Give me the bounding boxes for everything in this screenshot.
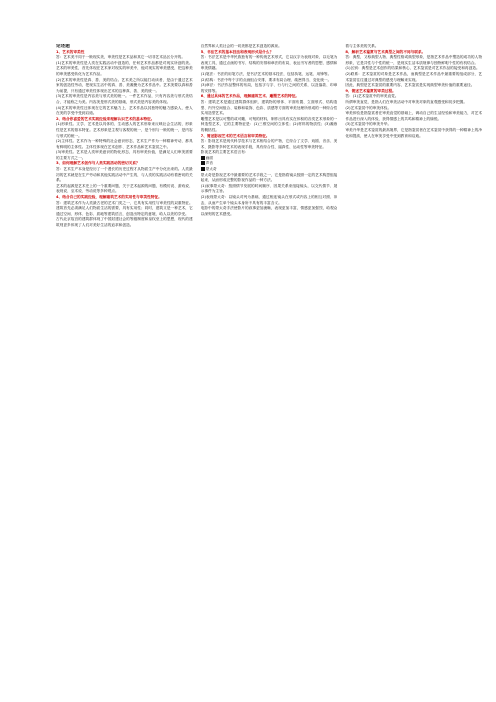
paragraph [56, 78, 193, 95]
column-left [56, 44, 193, 672]
block-text: 电影中的蒙太奇手法使影片的叙事更加流畅，表现更加丰富，情感更加强烈，给观众以深刻的艺术感受。 [200, 206, 338, 216]
block-text: (2)结构：书法中每个字的点画组合安排，要求布局合理、疏密得当、变化统一。 [200, 77, 332, 82]
paragraph [201, 83, 338, 94]
block-text: 7、简述影视艺术的艺术语言和审美特征。 [200, 133, 270, 138]
paragraph [345, 55, 482, 66]
block-text: (3)艺术鉴赏中的审美升华。 [345, 122, 392, 127]
block-text: 审美升华是艺术鉴赏的最高境界，它是指鉴赏者在艺术鉴赏中获得的一种精神上的净化和提高，使人在审美享受中受到教育和启迪。 [345, 127, 483, 138]
bullet-icon [201, 156, 205, 160]
block-text: 答：(1)艺术鉴赏中的审美直觉。 [345, 94, 399, 99]
block-text: 古代北京故宫的建筑群体现了中国封建社会的等级制度和皇权至上的思想，现代的建筑则更多体现了人们对美好生活的追求和创造。 [56, 217, 193, 227]
block-text: 答：书法艺术是中华民族独有的一种传统艺术形式，它以汉字为表现对象，以毛笔为表现工具，通过点画的书写、结构的安排和章法的布局，表达书写者的思想、感情和审美情趣。 [200, 55, 338, 71]
paragraph [56, 201, 193, 218]
block-text: 所谓审美直觉，是指人们在审美活动中对审美对象的直观感受和初步把握。 [345, 99, 468, 104]
block-text: (1)区别：典型是艺术创作的结果和核心，艺术鉴赏是对艺术作品的接受和再创造。 [345, 66, 480, 71]
column-right [345, 44, 482, 672]
paragraph [56, 139, 193, 150]
block-text: 3、如何理解艺术创作与人类实践活动的密切关系？ [56, 161, 140, 166]
block-text: 蒙太奇是影视艺术中最重要的艺术手段之一，它是指将镜头按照一定的艺术构思组接起来，从而形成完整的影视作品的一种方法。 [200, 172, 338, 183]
block-text: 9、简述艺术鉴赏的审美过程。 [345, 88, 396, 93]
bullet-icon [201, 161, 205, 165]
block-text: 答：影视艺术是现代科学技术与艺术相结合的产物，它综合了文学、戏剧、音乐、美术、摄影等多种艺术的表现手段，具有综合性、逼真性、运动性等审美特征。 [200, 139, 338, 149]
block-text: 答：艺术生产本身是经历了一个漫长的历史过程才从物质生产中分化出来的。人类最初的艺术就是在生产劳动和其他实践活动中产生的，与人类的实践活动有着密切的关系。 [56, 167, 193, 183]
block-text: (3)艺术的审美性是内容美与形式美的统一。一件艺术作品，只有内容美与形式美结合，才能称之为美。内容美是形式美的基础，形式美是内容美的体现。 [56, 94, 193, 104]
paragraph [56, 106, 193, 117]
block-text: (3)审美性。艺术是人类审美意识的物化形态，具有审美价值，是满足人们审美需要的主要方式之一。 [56, 150, 193, 160]
block-text: (1)笔法：书法的用笔方法，是书法艺术的基本技法，包括执笔、运笔、用锋等。 [200, 71, 332, 76]
column-middle [201, 44, 338, 672]
block-text: 艺术的起源是艺术史上的一个重要问题，关于艺术起源的问题，有模仿说、游戏说、表现说、巫术说、劳动说等多种观点。 [56, 183, 193, 194]
paragraph [56, 122, 193, 139]
paragraph [56, 61, 193, 78]
block-text: 答：典型，又称典型人物、典型性格或典型形象，是指艺术作品中塑造的成功的人物形象，它是共性与个性的统一，是现实生活本质规律与独特鲜明个性的有机结合。 [345, 55, 483, 65]
block-text: 审美体验是指鉴赏者在审美直觉的基础上，调动自己的生活经验和审美能力，对艺术作品进行深入的体验，获得情感上的共鸣和精神上的愉悦。 [345, 111, 483, 121]
block-text: (2)艺术的审美性是真、善、美的结合。艺术美之所以能打动读者，是由于通过艺术家的创造性劳动，把现实生活中的真、善、美凝聚为艺术作品中。艺术美要以真和善为前提，只有通过审美性体现出艺术的这种真、善、美的统一。 [56, 77, 193, 93]
paragraph [201, 195, 338, 206]
block-text: 4、结合自己的实践经验，理解建筑艺术的实用性与审美性特征。 [56, 195, 162, 200]
block-text: 8、解析艺术鉴赏与艺术典型之间的不同与联系。 [345, 49, 426, 54]
paragraph [201, 173, 338, 184]
paragraph [56, 184, 193, 195]
block-text: (1)艺术的审美性是人类在实践活动中创造的，任何艺术作品都是对现实所创的美。艺术的审美性，首先体现在艺术家对现实的审美中，他对现实的审美感受，把这种美的审美感受转化为艺术作品。 [56, 60, 193, 76]
block-text: 雕塑艺术是以可塑的或可雕、可刻的材料，制作出具有实在体积的各类艺术形象的一种造型艺术，它的主要特征是：(1)三维空间的立体性；(2)材料的物质性；(3)凝练的概括性。 [200, 116, 338, 132]
paragraph [201, 117, 338, 134]
block-text: 画面 [205, 155, 214, 160]
paragraph [201, 100, 338, 117]
block-text: 声音 [205, 161, 214, 166]
block-text: 6、通过具体的艺术作品，理解建筑艺术、雕塑艺术的特征。 [200, 94, 300, 99]
paragraph [201, 55, 338, 72]
block-text: 影视艺术的主要艺术语言有： [200, 150, 249, 155]
paragraph [345, 128, 482, 139]
block-text: 着与主体美的关系。 [345, 44, 379, 48]
paragraph [201, 184, 338, 195]
block-text: (2)艺术鉴赏中的审美体验。 [345, 105, 392, 110]
block-text: 2、结合你喜爱的艺术实践经验来理解认识艺术的基本特征。 [56, 116, 155, 121]
paragraph [56, 217, 193, 228]
block-text: (2)表现蒙太奇：以镜头对列为基础，通过相连镜头在形式或内容上的相互对照、冲击，从而产生单个镜头本身所不具有的丰富含义。 [200, 195, 338, 205]
block-text: 答：建筑艺术是通过建筑群体组织、建筑物的形体、平面布置、立面形式、结构造型、内外空间组合、装修和装饰、色彩、质感等方面的审美处理所形成的一种综合性实用造型艺术。 [200, 99, 338, 116]
block-text: 答：艺术美不同于一般现实美，审美性是艺术品和其它一切非艺术品区分开的。 [56, 55, 186, 60]
paragraph [56, 167, 193, 184]
block-text: (1)叙事蒙太奇：按照情节发展的时间顺序、因果关系来组接镜头，以交代情节、展示事件为主旨。 [200, 183, 338, 194]
block-text: 因此，典型是艺术鉴赏的重要内容，艺术鉴赏是实现典型审美价值的重要途径。 [345, 83, 475, 88]
block-text: (1)形象性。文学、艺术是以具体的、生动感人的艺术形象来反映社会生活的，形象性是艺术的基本特征。艺术形象是主观与客观的统一，是个别与一般的统一，是内容与形式的统一。 [56, 122, 193, 138]
bullet-icon [201, 167, 205, 171]
paragraph [345, 72, 482, 83]
paragraph [345, 111, 482, 122]
block-text: 5、书法艺术的基本技法和表现形式是什么？ [200, 49, 274, 54]
paragraph [201, 139, 338, 150]
paragraph [201, 206, 338, 217]
block-text: 蒙太奇 [205, 167, 217, 172]
block-text: (3)章法：书法作品整体的布局，包括字与字、行与行之间的关系，以及落款、印章的安排等。 [200, 83, 338, 93]
paragraph [56, 94, 193, 105]
block-text: (4)艺术的审美性还体现在它的艺术魅力上，艺术作品以其独特的魅力感染人，使人在美的享受中受到启迪。 [56, 105, 193, 116]
block-text: 论述题 [56, 44, 70, 49]
block-text: (2)联系：艺术鉴赏的对象是艺术作品，而典型是艺术作品中最重要的组成部分，艺术鉴赏往往通过对典型的感受与理解来实现。 [345, 71, 483, 82]
block-text: (2)主体性。艺术作为一种特殊的社会意识形态，艺术生产作为一种精神劳动，都具有鲜明的主体性。主体性体现在艺术创作、艺术作品和艺术鉴赏之中。 [56, 139, 193, 149]
block-text: 自然界和人类社会的一切美都是艺术创造的源泉。 [200, 44, 282, 48]
block-text: 1、艺术的审美性 [56, 49, 85, 54]
paragraph [56, 150, 193, 161]
block-text: 答：建筑艺术作为人类最古老的艺术门类之一，它具有实用性与审美性的双重特征。建筑首先必须满足人们物质生活的需要，具有实用性；同时，建筑又是一种艺术，它通过空间、形体、色彩、质地等建筑语言，创造出特定的意境，给人以美的享受。 [56, 200, 193, 216]
